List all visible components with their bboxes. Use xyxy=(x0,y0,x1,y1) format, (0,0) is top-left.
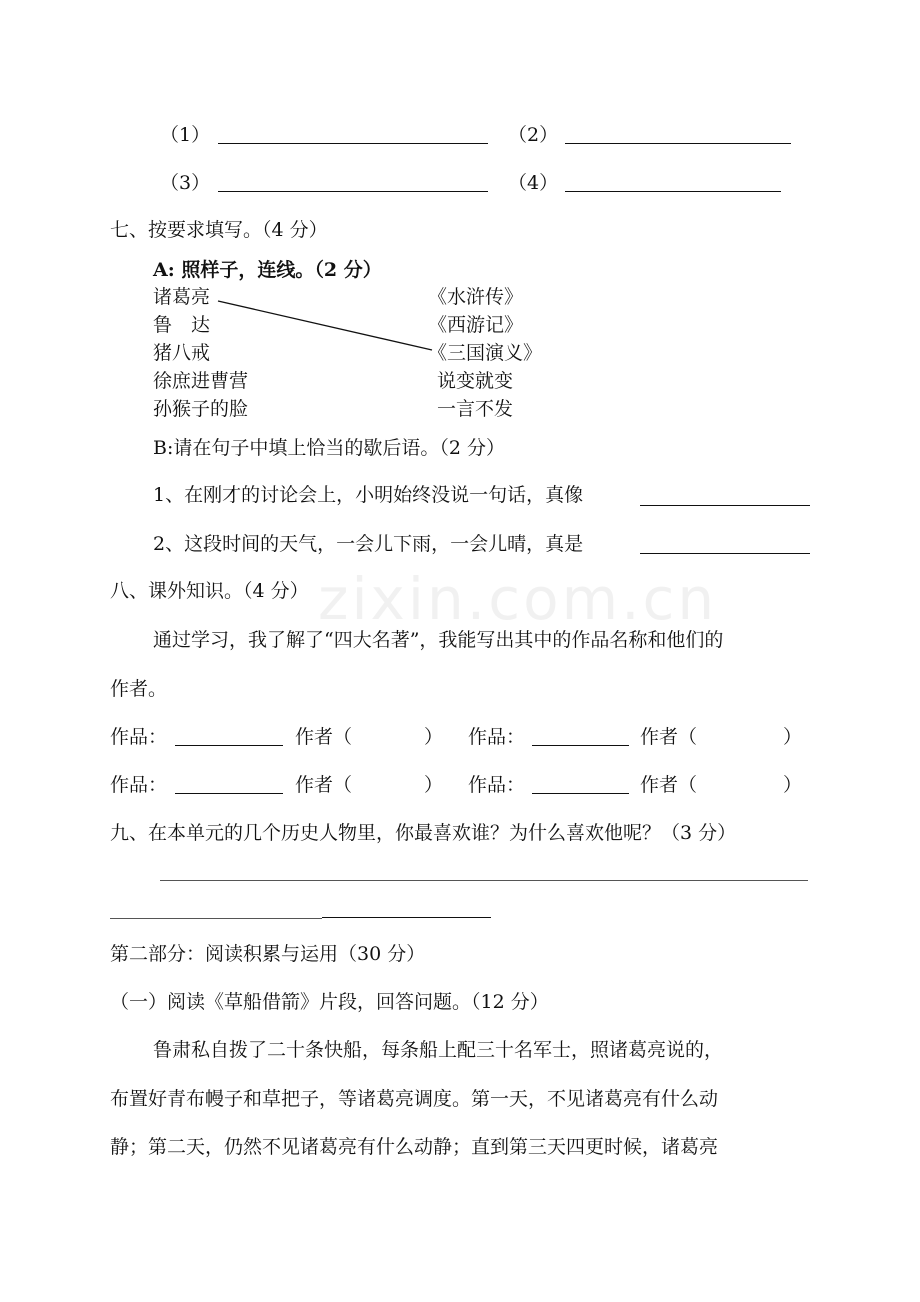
answer-blank-b2[interactable] xyxy=(640,553,810,554)
match-left-item[interactable]: 诸葛亮 xyxy=(153,286,211,308)
section7-part-a: A: 照样子，连线。（2 分） xyxy=(153,259,382,281)
question-b1: 1、在刚才的讨论会上，小明始终没说一句话，真像 xyxy=(153,484,584,506)
match-right-item[interactable]: 《三国演义》 xyxy=(428,342,543,364)
section7-part-b: B:请在句子中填上恰当的歇后语。（2 分） xyxy=(153,437,505,459)
work-blank[interactable] xyxy=(532,793,629,794)
watermark: zixin.com.cn xyxy=(318,565,718,633)
work-label: 作品： xyxy=(468,774,526,796)
work-blank[interactable] xyxy=(175,793,283,794)
match-right-item[interactable]: 《西游记》 xyxy=(428,314,524,336)
author-label: 作者（ xyxy=(640,726,698,748)
author-label: 作者（ xyxy=(640,774,698,796)
section7-heading: 七、按要求填写。（4 分） xyxy=(110,219,328,241)
question-b2: 2、这段时间的天气，一会儿下雨，一会儿晴，真是 xyxy=(153,533,584,555)
section8-paragraph: 通过学习，我了解了“四大名著”，我能写出其中的作品名称和他们的 xyxy=(153,629,724,651)
match-left-item[interactable]: 孙猴子的脸 xyxy=(153,398,249,420)
author-close: ） xyxy=(783,774,803,796)
section8-paragraph-cont: 作者。 xyxy=(110,678,168,700)
blank-number-1: （1） xyxy=(160,124,211,146)
author-close: ） xyxy=(783,726,803,748)
match-right-item[interactable]: 《水浒传》 xyxy=(428,286,524,308)
match-left-item[interactable]: 猪八戒 xyxy=(153,342,211,364)
match-right-item[interactable]: 一言不发 xyxy=(437,398,514,420)
author-label: 作者（ xyxy=(295,774,353,796)
author-close: ） xyxy=(424,774,444,796)
passage-line: 布置好青布幔子和草把子，等诸葛亮调度。第一天，不见诸葛亮有什么动 xyxy=(110,1088,719,1110)
answer-line-2b[interactable] xyxy=(322,917,491,918)
section9-heading: 九、在本单元的几个历史人物里，你最喜欢谁？为什么喜欢他呢？（3 分） xyxy=(110,822,737,844)
match-right-item[interactable]: 说变就变 xyxy=(437,370,514,392)
blank-number-4: （4） xyxy=(508,172,559,194)
passage-line: 鲁肃私自拨了二十条快船，每条船上配三十名军士，照诸葛亮说的， xyxy=(153,1039,724,1061)
match-left-item[interactable]: 鲁 达 xyxy=(153,314,211,336)
part2-heading: 第二部分：阅读积累与运用（30 分） xyxy=(110,943,426,965)
blank-number-2: （2） xyxy=(508,124,559,146)
author-label: 作者（ xyxy=(295,726,353,748)
reading-section-heading: （一）阅读《草船借箭》片段，回答问题。（12 分） xyxy=(110,991,549,1013)
passage-line: 静；第二天，仍然不见诸葛亮有什么动静；直到第三天四更时候，诸葛亮 xyxy=(110,1136,719,1158)
work-blank[interactable] xyxy=(532,745,629,746)
author-close: ） xyxy=(424,726,444,748)
answer-line-1[interactable] xyxy=(160,880,808,881)
work-blank[interactable] xyxy=(175,745,283,746)
blank-number-3: （3） xyxy=(160,172,211,194)
answer-line-2a[interactable] xyxy=(110,918,322,919)
answer-blank-b1[interactable] xyxy=(640,505,810,506)
section8-heading: 八、课外知识。（4 分） xyxy=(110,580,309,602)
work-label: 作品： xyxy=(110,774,168,796)
match-left-item[interactable]: 徐庶进曹营 xyxy=(153,370,249,392)
work-label: 作品： xyxy=(468,726,526,748)
work-label: 作品： xyxy=(110,726,168,748)
